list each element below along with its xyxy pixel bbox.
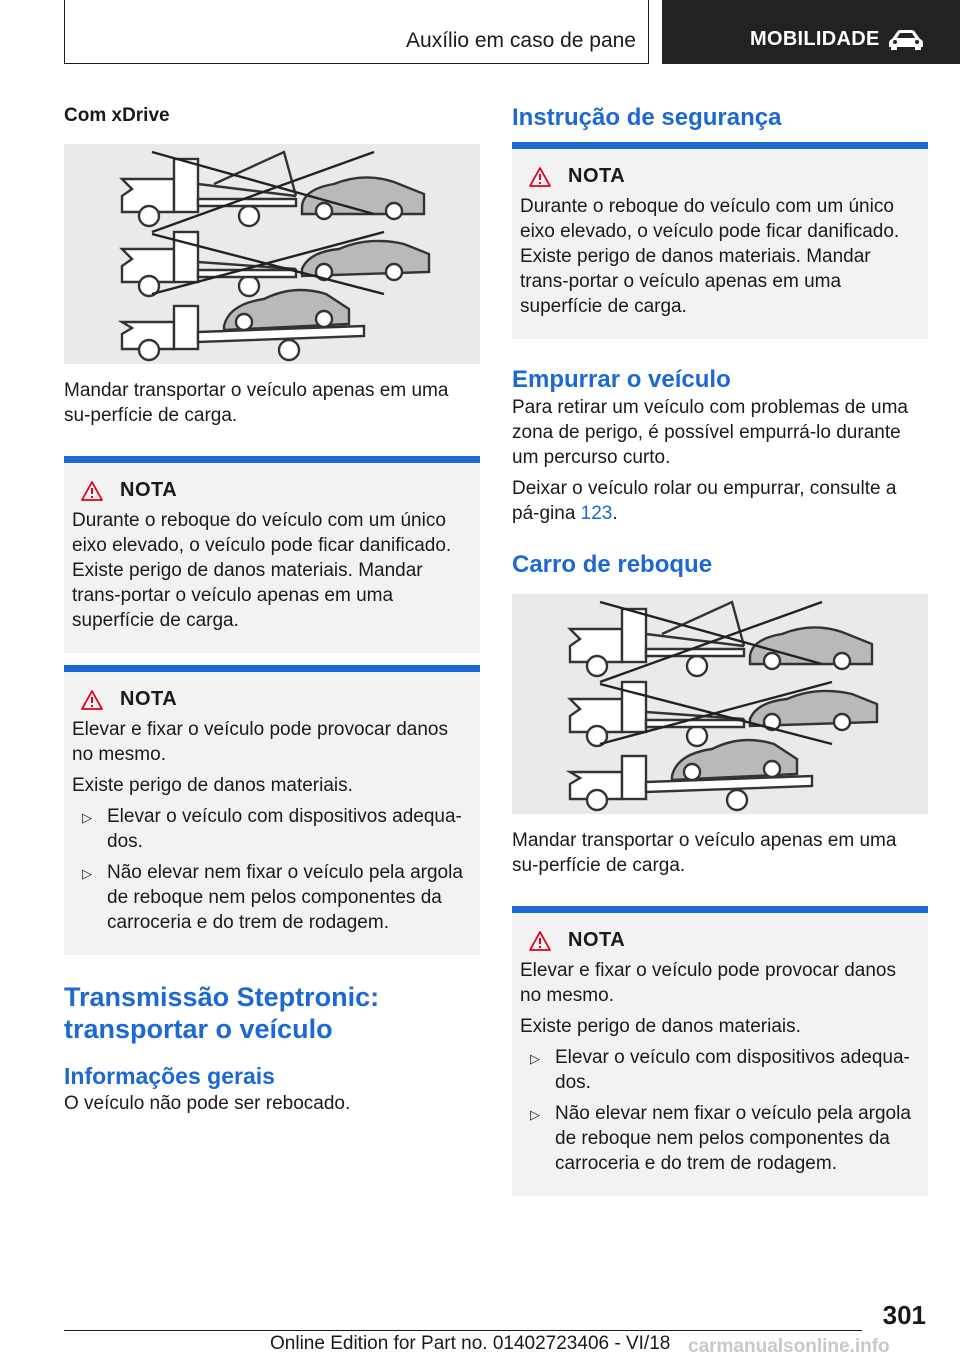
note-title: NOTA (568, 929, 626, 951)
list-item-text: Não elevar nem fixar o veículo pela argola de reboque nem pelos componentes da carroceria e do trem de rodagem. (555, 1103, 911, 1174)
towing-figure (512, 594, 928, 814)
bullet-triangle-icon: ▷ (530, 1107, 540, 1122)
list-item (520, 1101, 920, 1176)
push-title: Empurrar o veículo (512, 366, 731, 393)
towing-figure-xdrive (64, 144, 480, 364)
section-title: Auxílio em caso de pane (406, 29, 636, 52)
edition-text: Online Edition for Part no. 01402723406 - VI/18 (270, 1333, 671, 1354)
note-header (72, 479, 472, 502)
note-text: Existe perigo de danos materiais. (72, 775, 353, 796)
subsection-text: O veículo não pode ser rebocado. (64, 1093, 351, 1114)
page-number: 301 (882, 1300, 926, 1330)
list-item (72, 860, 472, 935)
warning-icon (80, 480, 104, 502)
left-column (64, 104, 480, 1116)
chapter-title: MOBILIDADE (750, 28, 880, 50)
xdrive-subhead: Com xDrive (64, 105, 170, 126)
figure-caption: Mandar transportar o veículo apenas em uma su-perfície de carga. (512, 830, 897, 876)
note-text: Existe perigo de danos materiais. (520, 1016, 801, 1037)
note-box-reboque (512, 142, 928, 339)
push-reference: Deixar o veículo rolar ou empurrar, consulte a pá-gina 123. (512, 478, 897, 524)
list-item-text: Não elevar nem fixar o veículo pela argola de reboque nem pelos componentes da carroceria e do trem de rodagem. (107, 862, 463, 933)
list-item (72, 804, 472, 854)
bullet-triangle-icon: ▷ (82, 810, 92, 825)
note-text: Elevar e fixar o veículo pode provocar danos no mesmo. (72, 719, 448, 765)
list-item-text: Elevar o veículo com dispositivos adequa-dos. (107, 806, 462, 852)
bullet-triangle-icon: ▷ (530, 1051, 540, 1066)
warning-icon (80, 689, 104, 711)
note-header (520, 165, 920, 188)
note-title: NOTA (120, 688, 178, 710)
note-header (72, 688, 472, 711)
note-text: Durante o reboque do veículo com um único eixo elevado, o veículo pode ficar danificado. Existe perigo de danos materiais. Mandar trans-portar o veículo apenas em uma superfície de carga. (72, 510, 452, 631)
note-box-reboque (64, 456, 480, 653)
right-column (512, 104, 928, 1196)
towing-illustration (512, 594, 928, 814)
note-title: NOTA (568, 165, 626, 187)
figure-caption: Mandar transportar o veículo apenas em uma su-perfície de carga. (64, 380, 449, 426)
watermark: carmanualsonline.info (688, 1336, 890, 1357)
header-section-tab (64, 0, 649, 64)
note-text: Durante o reboque do veículo com um único eixo elevado, o veículo pode ficar danificado. Existe perigo de danos materiais. Mandar trans-portar o veículo apenas em uma superfície de carga. (520, 196, 900, 317)
safety-title: Instrução de segurança (512, 104, 782, 131)
tow-title: Carro de reboque (512, 551, 713, 578)
warning-icon (528, 930, 552, 952)
warning-icon (528, 166, 552, 188)
list-item-text: Elevar o veículo com dispositivos adequa-dos. (555, 1047, 910, 1093)
note-title: NOTA (120, 479, 178, 501)
section-title-steptronic: Transmissão Steptronic: transportar o veículo (64, 982, 380, 1044)
note-header (520, 929, 920, 952)
page-link[interactable]: 123 (580, 503, 613, 524)
push-text: Para retirar um veículo com problemas de uma zona de perigo, é possível empurrá-lo durante um percurso curto. (512, 397, 908, 468)
note-box-elevar (64, 665, 480, 955)
bullet-triangle-icon: ▷ (82, 866, 92, 881)
note-text: Elevar e fixar o veículo pode provocar danos no mesmo. (520, 960, 896, 1006)
list-item (520, 1045, 920, 1095)
car-icon (888, 29, 924, 51)
note-box-elevar (512, 906, 928, 1196)
subsection-title: Informações gerais (64, 1063, 275, 1089)
footer-rule (64, 1330, 862, 1331)
header-chapter-tab (662, 0, 960, 64)
towing-illustration (64, 144, 480, 364)
